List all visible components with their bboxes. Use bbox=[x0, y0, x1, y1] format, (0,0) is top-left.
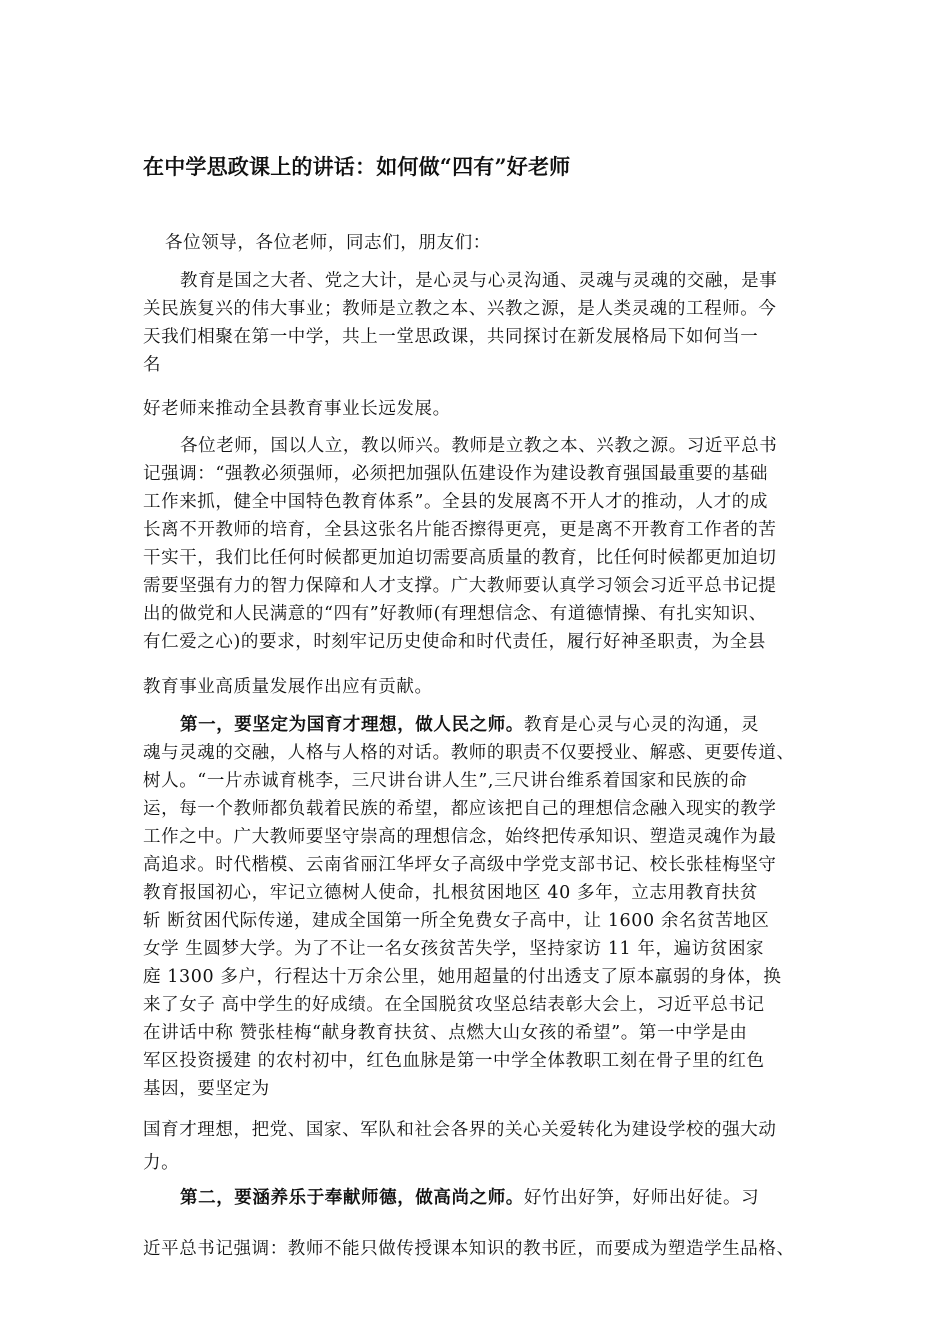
p3-line-16: 力。 bbox=[143, 1153, 180, 1173]
p4-line-1-text: 好竹出好笋，好师出好徒。习 bbox=[523, 1188, 760, 1208]
p3-line-1-text: 教育是心灵与心灵的沟通，灵 bbox=[523, 715, 760, 735]
p3-line-14: 基因，要坚定为 bbox=[143, 1079, 270, 1099]
p3-line-6: 高追求。时代楷模、云南省丽江华坪女子高级中学党支部书记、校长张桂梅坚守 bbox=[143, 855, 777, 875]
p2-line-4: 长离不开教师的培育，全县这张名片能否擦得更亮，更是离不开教育工作者的苦 bbox=[143, 520, 777, 540]
p2-line-8: 有仁爱之心)的要求，时刻牢记历史使命和时代责任，履行好神圣职责，为全县 bbox=[143, 632, 766, 652]
p1-line-5: 好老师来推动全县教育事业长远发展。 bbox=[143, 399, 451, 419]
p1-line-4: 名 bbox=[143, 355, 162, 375]
p2-line-9: 教育事业高质量发展作出应有贡献。 bbox=[143, 677, 433, 697]
p4-line-1 bbox=[180, 1185, 759, 1211]
p4-line-2: 近平总书记强调：教师不能只做传授课本知识的教书匠，而要成为塑造学生品格、 bbox=[143, 1239, 795, 1259]
p1-line-2: 关民族复兴的伟大事业；教师是立教之本、兴教之源，是人类灵魂的工程师。今 bbox=[143, 299, 777, 319]
p3-line-11: 来了女子 高中学生的好成绩。在全国脱贫攻坚总结表彰大会上，习近平总书记 bbox=[143, 995, 765, 1015]
p2-line-2: 记强调：“强教必须强师，必须把加强队伍建设作为建设教育强国最重要的基础 bbox=[143, 464, 768, 484]
p3-line-5: 工作之中。广大教师要坚守崇高的理想信念，始终把传承知识、塑造灵魂作为最 bbox=[143, 827, 777, 847]
p3-line-12: 在讲话中称 赞张桂梅“献身教育扶贫、点燃大山女孩的希望”。第一中学是由 bbox=[143, 1023, 748, 1043]
document-title: 在中学思政课上的讲话：如何做“四有”好老师 bbox=[143, 154, 571, 179]
p1-line-3: 天我们相聚在第一中学，共上一堂思政课，共同探讨在新发展格局下如何当一 bbox=[143, 327, 759, 347]
p3-line-7: 教育报国初心，牢记立德树人使命，扎根贫困地区 40 多年，立志用教育扶贫 bbox=[143, 883, 758, 903]
p2-line-7: 出的做党和人民满意的“四有”好教师(有理想信念、有道德情操、有扎实知识、 bbox=[143, 604, 767, 624]
greeting-line: 各位领导，各位老师，同志们，朋友们： bbox=[165, 233, 491, 253]
p1-line-1: 教育是国之大者、党之大计，是心灵与心灵沟通、灵魂与灵魂的交融，是事 bbox=[180, 271, 778, 291]
p3-line-2: 魂与灵魂的交融，人格与人格的对话。教师的职责不仅要授业、解惑、更要传道、 bbox=[143, 743, 795, 763]
p2-line-1: 各位老师，国以人立，教以师兴。教师是立教之本、兴教之源。习近平总书 bbox=[180, 436, 778, 456]
p3-line-15: 国育才理想，把党、国家、军队和社会各界的关心关爱转化为建设学校的强大动 bbox=[143, 1120, 777, 1140]
p2-line-3: 工作来抓，健全中国特色教育体系”。全县的发展离不开人才的推动，人才的成 bbox=[143, 492, 768, 512]
p3-line-8: 斩 断贫困代际传递，建成全国第一所全免费女子高中，让 1600 余名贫苦地区 bbox=[143, 911, 770, 931]
p2-line-6: 需要坚强有力的智力保障和人才支撑。广大教师要认真学习领会习近平总书记提 bbox=[143, 576, 777, 596]
p3-line-13: 军区投资援建 的农村初中，红色血脉是第一中学全体教职工刻在骨子里的红色 bbox=[143, 1051, 765, 1071]
p3-line-3: 树人。“一片赤诚育桃李，三尺讲台讲人生”,三尺讲台维系着国家和民族的命 bbox=[143, 771, 748, 791]
p3-line-10: 庭 1300 多户，行程达十万余公里，她用超量的付出透支了原本羸弱的身体，换 bbox=[143, 967, 782, 987]
p3-line-4: 运，每一个教师都负载着民族的希望，都应该把自己的理想信念融入现实的教学 bbox=[143, 799, 777, 819]
p4-heading: 第二，要涵养乐于奉献师德，做高尚之师。 bbox=[180, 1188, 524, 1208]
p3-line-1 bbox=[180, 712, 759, 738]
p3-heading: 第一，要坚定为国育才理想，做人民之师。 bbox=[180, 715, 524, 735]
p2-line-5: 干实干，我们比任何时候都更加迫切需要高质量的教育，比任何时候都更加迫切 bbox=[143, 548, 777, 568]
p3-line-9: 女学 生圆梦大学。为了不让一名女孩贫苦失学，坚持家访 11 年，遍访贫困家 bbox=[143, 939, 765, 959]
